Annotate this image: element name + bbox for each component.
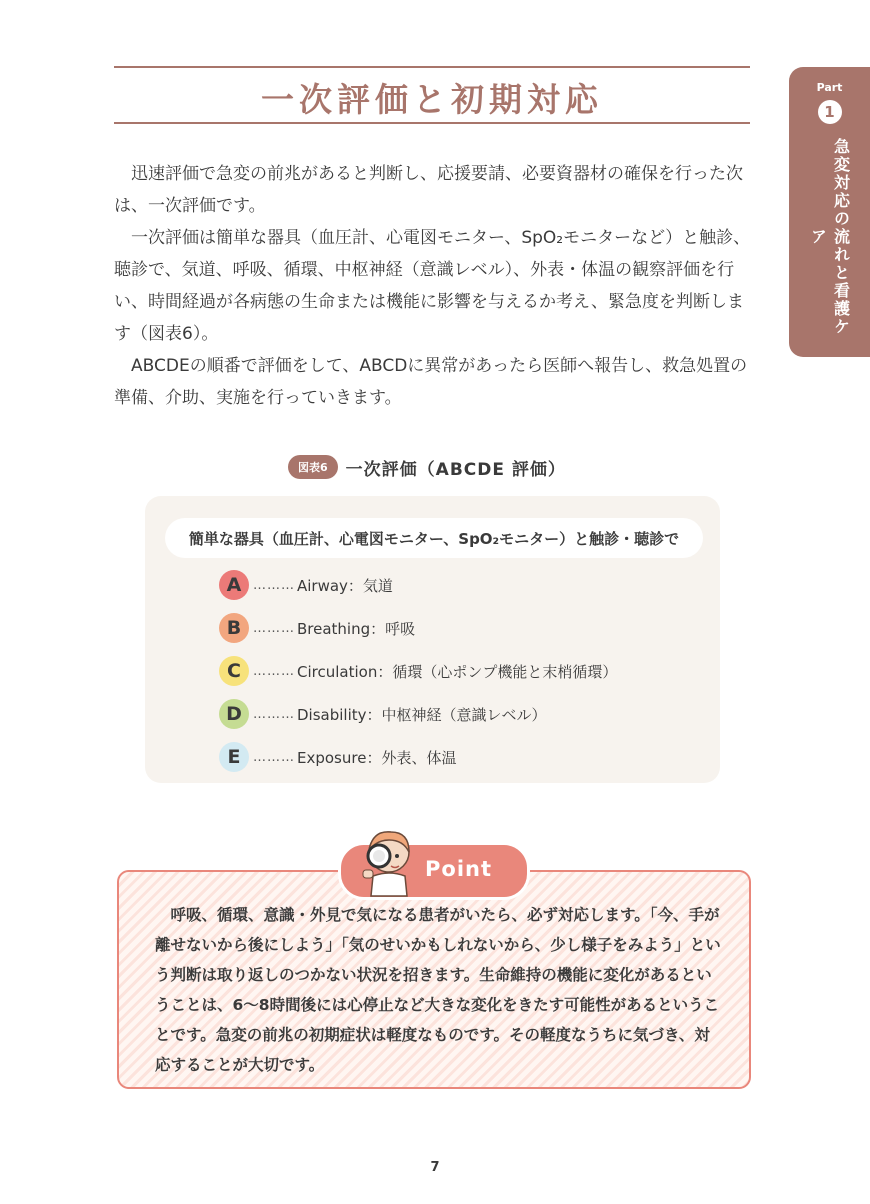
- figure-title: 一次評価（ABCDE 評価）: [345, 459, 566, 480]
- nurse-magnifier-icon: [355, 826, 419, 898]
- letter-badge-a: A: [219, 570, 249, 600]
- item-text: Breathing：呼吸: [297, 619, 416, 638]
- leader-dots: ………: [253, 663, 295, 679]
- leader-dots: ………: [253, 706, 295, 722]
- page-title: 一次評価と初期対応: [261, 80, 603, 119]
- part-number: 1: [818, 100, 842, 124]
- list-item: [219, 570, 617, 600]
- list-item: [219, 613, 617, 643]
- leader-dots: ………: [253, 577, 295, 593]
- figure-badge: 図表6: [288, 455, 338, 479]
- point-box: [117, 870, 751, 1089]
- leader-dots: ………: [253, 620, 295, 636]
- point-label: Point: [425, 857, 493, 881]
- body-text: [114, 158, 754, 414]
- figure-header: 簡単な器具（血圧計、心電図モニター、SpO₂モニター）と触診・聴診で: [165, 518, 703, 558]
- item-text: Circulation：循環（心ポンプ機能と末梢循環）: [297, 662, 618, 681]
- item-text: Disability：中枢神経（意識レベル）: [297, 705, 547, 724]
- list-item: [219, 656, 617, 686]
- letter-badge-c: C: [219, 656, 249, 686]
- chapter-side-tab: [789, 67, 870, 357]
- figure-caption: [288, 453, 566, 481]
- list-item: [219, 742, 617, 772]
- title-bar: [114, 66, 750, 124]
- page-number: 7: [430, 1160, 440, 1175]
- point-paragraph: 呼吸、循環、意識・外見で気になる患者がいたら、必ず対応します。「今、手が離せないから後にしよう」「気のせいかもしれないから、少し様子をみよう」という判断は取り返しのつかない状況を招きます。生命維持の機能に変化があるということは、6〜8時間後には心停止など大きな変化をきたす可能性があるということです。急変の前兆の初期症状は軽度なものです。その軽度なうちに気づき、対応することが大切です。: [155, 906, 721, 1074]
- paragraph: 迅速評価で急変の前兆があると判断し、応援要請、必要資器材の確保を行った次は、一次評価です。: [114, 164, 743, 216]
- list-item: [219, 699, 617, 729]
- part-label: Part: [816, 81, 843, 94]
- letter-badge-d: D: [219, 699, 249, 729]
- paragraph: ABCDEの順番で評価をして、ABCDに異常があったら医師へ報告し、救急処置の準備、介助、実施を行っていきます。: [114, 356, 748, 408]
- letter-badge-e: E: [219, 742, 249, 772]
- letter-badge-b: B: [219, 613, 249, 643]
- leader-dots: ………: [253, 749, 295, 765]
- figure-box: [145, 496, 720, 783]
- point-text: [155, 900, 725, 1080]
- paragraph: 一次評価は簡単な器具（血圧計、心電図モニター、SpO₂モニターなど）と触診、聴診で、気道、呼吸、循環、中枢神経（意識レベル）、外表・体温の観察評価を行い、時間経過が各病態の生命または機能に影響を与えるか考え、緊急度を判断します（図表6）。: [114, 228, 751, 344]
- chapter-title: 急変対応の流れと看護ケア: [808, 138, 851, 336]
- item-text: Exposure：外表、体温: [297, 748, 457, 767]
- abcde-list: [219, 570, 617, 785]
- item-text: Airway：気道: [297, 576, 393, 595]
